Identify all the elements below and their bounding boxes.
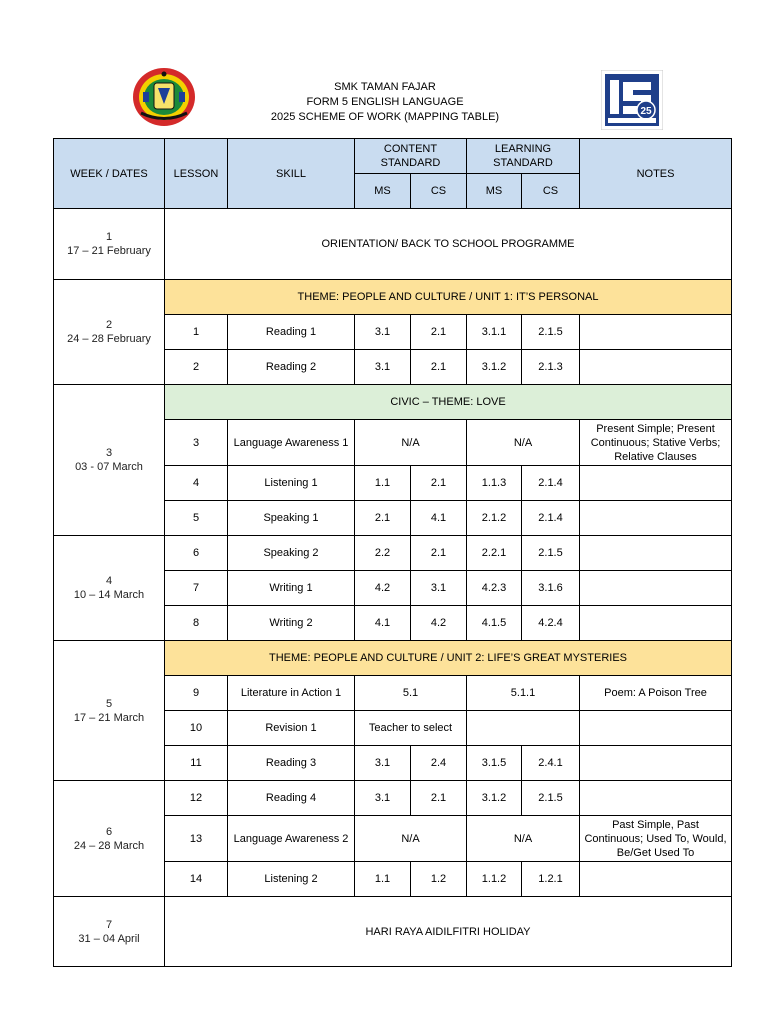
anniversary-25-logo [601,70,663,130]
week-dates: 17 – 21 March [73,711,145,724]
week-cell [54,209,165,280]
notes-cell: Past Simple, Past Continuous; Used To, Would, Be/Get Used To [580,816,732,862]
week-dates: 24 – 28 February [67,333,151,345]
lesson-number: 4 [165,466,228,501]
lesson-number: 11 [165,746,228,781]
lesson-number: 3 [165,420,228,466]
skill-cell: Listening 1 [228,466,355,501]
learning-ms-cell: 4.1.5 [467,606,522,641]
learning-cs-cell: 2.1.5 [522,315,580,350]
table-row [54,280,732,315]
learning-ms-header: MS [467,174,522,209]
learning-cs-cell: 3.1.6 [522,571,580,606]
notes-cell [580,350,732,385]
content-standard-cell: Teacher to select [355,711,467,746]
holiday-cell: HARI RAYA AIDILFITRI HOLIDAY [165,897,732,967]
content-ms-cell: 2.2 [355,536,411,571]
content-ms-cell: 2.1 [355,501,411,536]
content-cs-cell: 2.1 [411,781,467,816]
week-dates: 03 - 07 March [75,461,143,473]
theme-band: THEME: PEOPLE AND CULTURE / UNIT 2: LIFE’S GREAT MYSTERIES [165,641,732,676]
table-row [54,536,732,571]
week-dates-header: WEEK / DATES [54,139,165,209]
document-title [230,80,540,125]
notes-cell [580,862,732,897]
learning-cs-cell: 2.1.4 [522,466,580,501]
notes-cell [580,536,732,571]
skill-cell: Reading 4 [228,781,355,816]
learning-standard-cell [467,711,580,746]
learning-cs-cell: 2.1.5 [522,781,580,816]
lesson-number: 12 [165,781,228,816]
notes-cell [580,571,732,606]
skill-cell: Reading 2 [228,350,355,385]
skill-cell: Reading 1 [228,315,355,350]
lesson-number: 9 [165,676,228,711]
week-cell [54,280,165,385]
learning-standard-header: LEARNING STANDARD [467,139,580,174]
content-ms-cell: 3.1 [355,315,411,350]
content-cs-cell: 1.2 [411,862,467,897]
svg-text:25: 25 [640,106,652,117]
learning-cs-cell: 2.1.3 [522,350,580,385]
notes-cell: Poem: A Poison Tree [580,676,732,711]
notes-cell [580,746,732,781]
week-number: 6 [105,825,113,838]
skill-cell: Speaking 2 [228,536,355,571]
skill-header: SKILL [228,139,355,209]
table-row [54,209,732,280]
content-ms-cell: 4.2 [355,571,411,606]
skill-cell: Speaking 1 [228,501,355,536]
table-row [54,781,732,816]
content-standard-cell: N/A [355,420,467,466]
content-cs-cell: 2.1 [411,536,467,571]
week-dates: 31 – 04 April [78,932,140,945]
notes-cell [580,781,732,816]
content-ms-cell: 3.1 [355,781,411,816]
content-cs-cell: 2.1 [411,315,467,350]
skill-cell: Writing 2 [228,606,355,641]
week-number: 1 [105,231,113,243]
content-ms-cell: 1.1 [355,466,411,501]
lesson-number: 5 [165,501,228,536]
content-ms-cell: 4.1 [355,606,411,641]
notes-cell [580,606,732,641]
content-cs-cell: 2.4 [411,746,467,781]
school-crest-logo [131,66,197,128]
week-cell [54,897,165,967]
learning-cs-cell: 2.4.1 [522,746,580,781]
learning-ms-cell: 1.1.2 [467,862,522,897]
skill-cell: Listening 2 [228,862,355,897]
week-number: 2 [105,319,113,331]
learning-standard-cell: 5.1.1 [467,676,580,711]
learning-cs-cell: 4.2.4 [522,606,580,641]
week-cell [54,641,165,781]
learning-cs-cell: 2.1.5 [522,536,580,571]
learning-cs-cell: 2.1.4 [522,501,580,536]
content-cs-cell: 2.1 [411,466,467,501]
learning-ms-cell: 1.1.3 [467,466,522,501]
lesson-header: LESSON [165,139,228,209]
lesson-number: 7 [165,571,228,606]
notes-cell [580,501,732,536]
learning-cs-header: CS [522,174,580,209]
lesson-number: 10 [165,711,228,746]
week-cell [54,781,165,897]
learning-standard-cell: N/A [467,816,580,862]
content-standard-cell: 5.1 [355,676,467,711]
theme-band: CIVIC – THEME: LOVE [165,385,732,420]
learning-ms-cell: 2.2.1 [467,536,522,571]
school-name: SMK TAMAN FAJAR [334,81,436,93]
learning-ms-cell: 2.1.2 [467,501,522,536]
content-ms-cell: 1.1 [355,862,411,897]
lesson-number: 14 [165,862,228,897]
content-standard-header: CONTENT STANDARD [355,139,467,174]
content-cs-cell: 2.1 [411,350,467,385]
week-number: 3 [105,447,113,459]
scheme-line: 2025 SCHEME OF WORK (MAPPING TABLE) [270,111,500,123]
scheme-of-work-table [53,138,732,967]
theme-band: THEME: PEOPLE AND CULTURE / UNIT 1: IT’S PERSONAL [165,280,732,315]
content-cs-cell: 3.1 [411,571,467,606]
table-row [54,641,732,676]
week-dates: 24 – 28 March [73,839,145,852]
learning-ms-cell: 3.1.2 [467,781,522,816]
content-ms-cell: 3.1 [355,350,411,385]
skill-cell: Literature in Action 1 [228,676,355,711]
orientation-cell: ORIENTATION/ BACK TO SCHOOL PROGRAMME [165,209,732,280]
skill-cell: Revision 1 [228,711,355,746]
table-row [54,385,732,420]
learning-cs-cell: 1.2.1 [522,862,580,897]
content-ms-header: MS [355,174,411,209]
content-ms-cell: 3.1 [355,746,411,781]
week-number: 4 [105,575,113,587]
subject-line: FORM 5 ENGLISH LANGUAGE [306,96,464,108]
lesson-number: 13 [165,816,228,862]
week-number: 5 [105,697,113,710]
skill-cell: Writing 1 [228,571,355,606]
week-cell [54,385,165,536]
lesson-number: 2 [165,350,228,385]
notes-cell [580,466,732,501]
lesson-number: 8 [165,606,228,641]
learning-standard-cell: N/A [467,420,580,466]
learning-ms-cell: 3.1.1 [467,315,522,350]
table-row [54,897,732,967]
skill-cell: Reading 3 [228,746,355,781]
page-header [0,0,768,138]
content-cs-header: CS [411,174,467,209]
week-number: 7 [105,918,113,931]
learning-ms-cell: 3.1.5 [467,746,522,781]
learning-ms-cell: 3.1.2 [467,350,522,385]
week-cell [54,536,165,641]
week-dates: 10 – 14 March [73,589,145,601]
content-standard-cell: N/A [355,816,467,862]
skill-cell: Language Awareness 2 [228,816,355,862]
notes-header: NOTES [580,139,732,209]
notes-cell: Present Simple; Present Continuous; Stative Verbs; Relative Clauses [580,420,732,466]
content-cs-cell: 4.2 [411,606,467,641]
notes-cell [580,315,732,350]
notes-cell [580,711,732,746]
lesson-number: 6 [165,536,228,571]
week-dates: 17 – 21 February [67,245,151,257]
lesson-number: 1 [165,315,228,350]
skill-cell: Language Awareness 1 [228,420,355,466]
learning-ms-cell: 4.2.3 [467,571,522,606]
content-cs-cell: 4.1 [411,501,467,536]
